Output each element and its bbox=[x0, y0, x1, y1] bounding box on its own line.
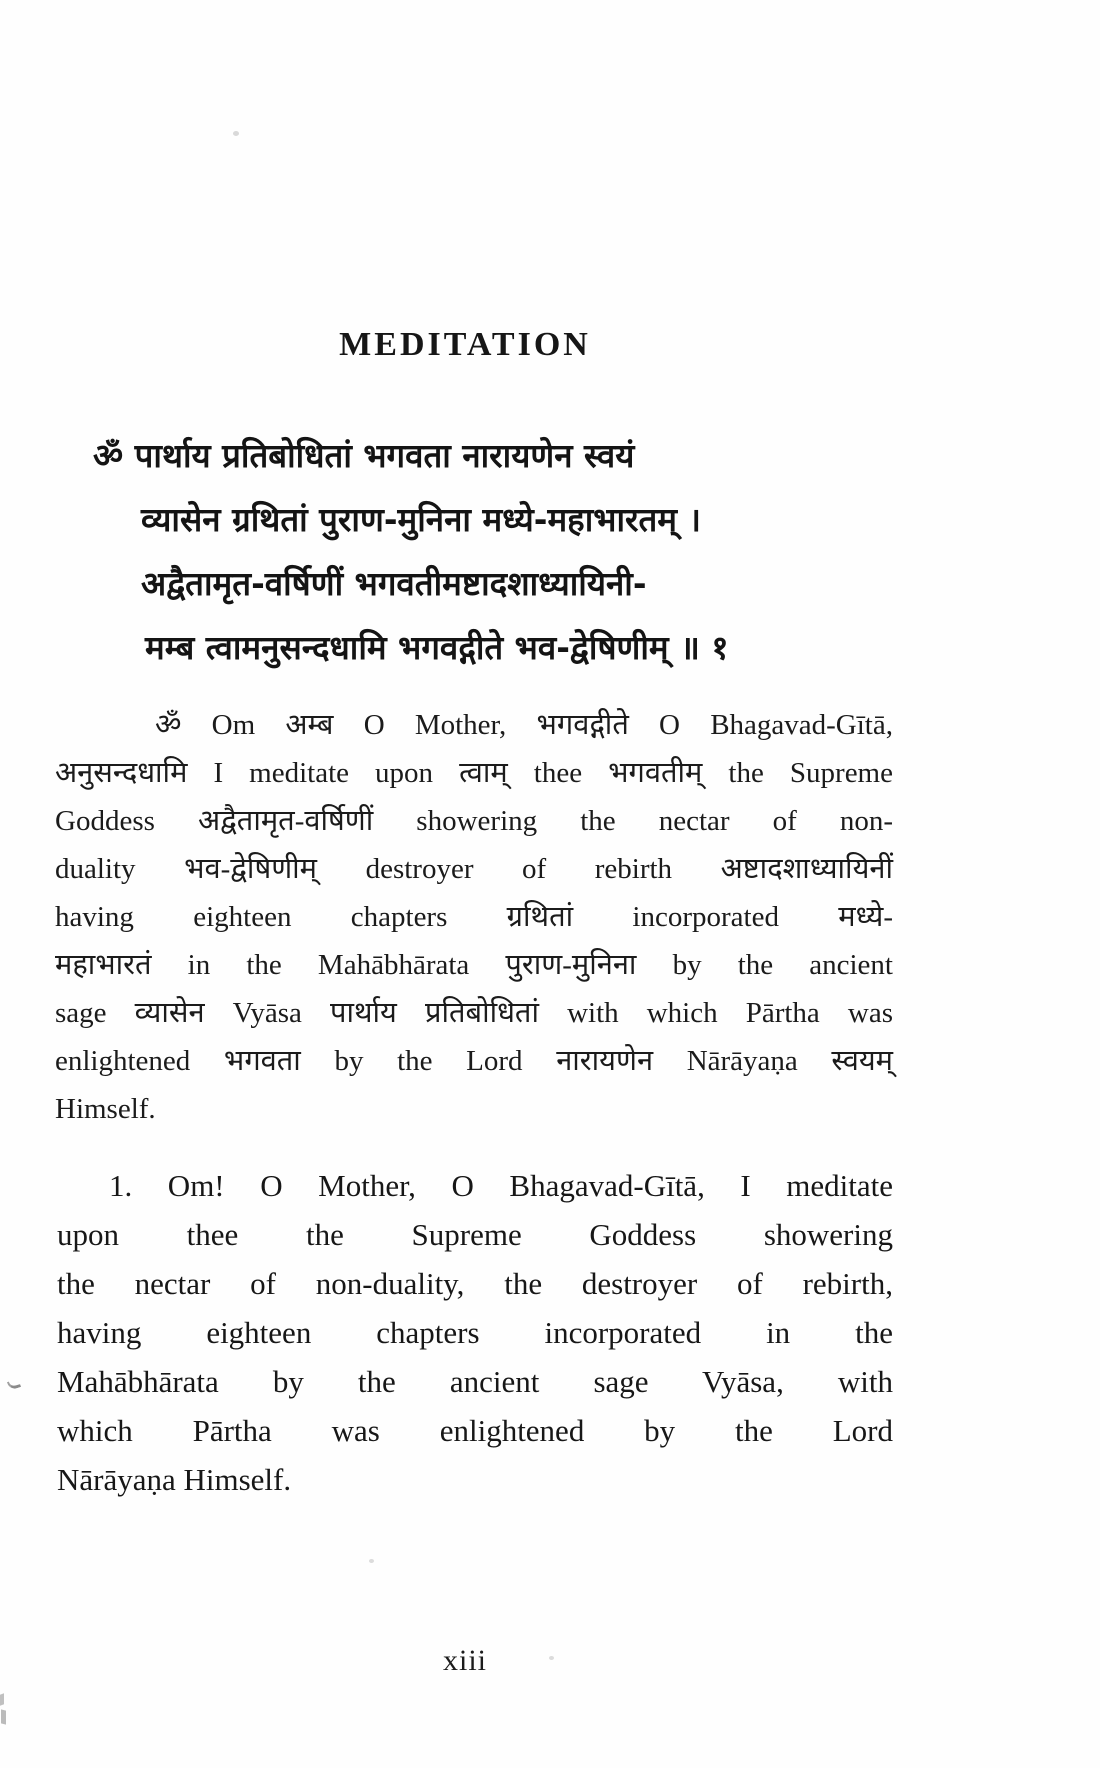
sanskrit-verse bbox=[55, 424, 893, 680]
page-number: xiii bbox=[442, 1644, 487, 1677]
page-title: MEDITATION bbox=[339, 325, 591, 363]
page-edge-scan-mark bbox=[1, 1709, 6, 1724]
gloss-line: enlightened भगवता by the Lord नारायणेन Nārāyaṇa स्वयम् bbox=[55, 1045, 893, 1077]
verse-line: ॐ पार्थाय प्रतिबोधितां भगवता नारायणेन स्वयं bbox=[93, 436, 635, 475]
translation-line: Nārāyaṇa Himself. bbox=[57, 1462, 292, 1497]
translation-line: 1. Om! O Mother, O Bhagavad-Gītā, I meditate bbox=[109, 1168, 893, 1203]
gloss-line: अनुसन्दधामि I meditate upon त्वाम् thee भगवतीम् the Supreme bbox=[55, 757, 893, 789]
verse-line: अद्वैतामृत-वर्षिणीं भगवतीमष्टादशाध्यायिनी- bbox=[141, 564, 647, 603]
gloss-line: ॐ Om अम्ब O Mother, भगवद्गीते O Bhagavad-Gītā, bbox=[155, 709, 893, 741]
gloss-line: sage व्यासेन Vyāsa पार्थाय प्रतिबोधितां with which Pārtha was bbox=[55, 997, 893, 1029]
gloss-line: duality भव-द्वेषिणीम् destroyer of rebirth अष्टादशाध्यायिनीं bbox=[55, 853, 893, 885]
gloss-line: महाभारतं in the Mahābhārata पुराण-मुनिना by the ancient bbox=[55, 949, 893, 981]
scan-speck bbox=[369, 1559, 374, 1563]
verse-line: मम्ब त्वामनुसन्दधामि भगवद्गीते भव-द्वेषिणीम् ॥ १ bbox=[145, 628, 729, 667]
translation-line: the nectar of non-duality, the destroyer of rebirth, bbox=[57, 1266, 893, 1301]
margin-scan-mark bbox=[7, 1378, 21, 1390]
page-edge-scan-mark bbox=[0, 1693, 4, 1705]
translation-line: upon thee the Supreme Goddess showering bbox=[57, 1217, 893, 1252]
gloss-line: Goddess अद्वैतामृत-वर्षिणीं showering the nectar of non- bbox=[55, 805, 893, 837]
english-translation bbox=[57, 1161, 893, 1504]
gloss-line: Himself. bbox=[55, 1093, 156, 1125]
verse-line: व्यासेन ग्रथितां पुराण-मुनिना मध्ये-महाभारतम् । bbox=[141, 500, 702, 539]
translation-line: which Pārtha was enlightened by the Lord bbox=[57, 1413, 893, 1448]
translation-line: having eighteen chapters incorporated in the bbox=[57, 1315, 893, 1350]
gloss-line: having eighteen chapters ग्रथितां incorporated मध्ये- bbox=[55, 901, 893, 933]
translation-line: Mahābhārata by the ancient sage Vyāsa, with bbox=[57, 1364, 893, 1399]
scan-speck bbox=[233, 131, 239, 136]
word-by-word-gloss bbox=[55, 701, 893, 1133]
